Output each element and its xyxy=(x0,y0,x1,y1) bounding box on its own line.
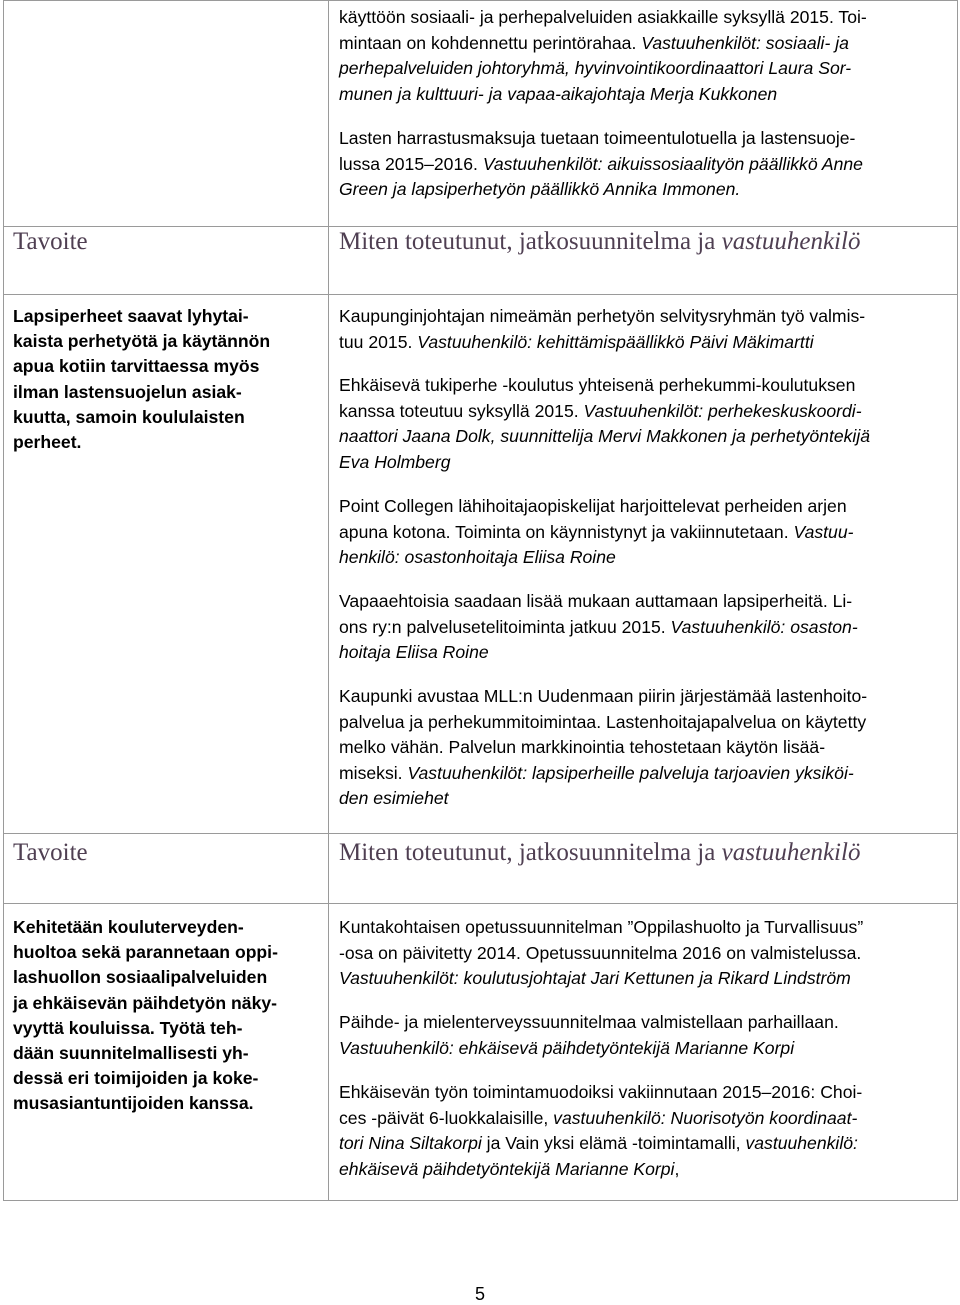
text-line: Green ja lapsiperhetyön päällikkö Annika Immonen. xyxy=(339,179,741,200)
text-line: käyttöön sosiaali- ja perhepalveluiden asiakkaille syksyllä 2015. Toi- xyxy=(339,7,867,27)
block2-paragraph-3: Point Collegen lähihoitajaopiskelijat harjoittelevat perheiden arjen apuna kotona. Toiminta on käynnistynyt ja vakiinnutetaan. Vastuu- henkilö: osastonhoitaja Eliisa Roine xyxy=(339,496,854,568)
row-divider xyxy=(3,294,958,295)
goal-family-work: Lapsiperheet saavat lyhytai- kaista perhetyötä ja käytännön apua kotiin tarvittaessa myös ilman lastensuojelun asiak- kuutta, samoin koululaisten perheet. xyxy=(13,306,271,453)
block3-paragraph-1: Kuntakohtaisen opetussuunnitelman ”Oppilashuolto ja Turvallisuus” -osa on päivitetty 2014. Opetussuunnitelma 2016 on valmistelussa. Vastuuhenkilöt: koulutusjohtajat Jari Kettunen ja Rikard Lindström xyxy=(339,917,864,989)
row-divider xyxy=(3,833,958,834)
block3-paragraph-2: Päihde- ja mielenterveyssuunnitelmaa valmistellaan parhaillaan. Vastuuhenkilö: ehkäisevä päihdetyöntekijä Marianne Korpi xyxy=(339,1012,839,1058)
goal-column-heading: Tavoite xyxy=(13,228,88,255)
goal-school-health: Kehitetään kouluterveyden- huoltoa sekä parannetaan oppi- lashuollon sosiaalipalveluiden ja ehkäisevän päihdetyön näky- vyyttä kouluissa. Työtä teh- dään suunnitelmallisesti yh- dessä eri toimijoiden ja koke- musasiantuntijoiden kanssa. xyxy=(13,917,278,1114)
column-divider xyxy=(328,0,329,1201)
page-number: 5 xyxy=(474,1284,485,1304)
block1-paragraph-2 xyxy=(339,126,951,203)
text-line: Lasten harrastusmaksuja tuetaan toimeentulotuella ja lastensuoje- xyxy=(339,128,856,148)
block2-paragraph-1: Kaupunginjohtajan nimeämän perhetyön selvitysryhmän työ valmis- tuu 2015. Vastuuhenkilö: kehittämispäällikkö Päivi Mäkimartti xyxy=(339,306,866,352)
block3-paragraph-3: Ehkäisevän työn toimintamuodoiksi vakiinnutaan 2015–2016: Choi- ces -päivät 6-luokkalaisille, vastuuhenkilö: Nuorisotyön koordinaat- tori Nina Siltakorpi ja Vain yksi elämä -toimintamalli, vastuuhenkilö: ehkäisevä päihdetyöntekijä Marianne Korpi, xyxy=(339,1082,863,1179)
goal-column-heading-2: Tavoite xyxy=(13,839,88,866)
implementation-column-heading: Miten toteutunut, jatkosuunnitelma ja vastuuhenkilö xyxy=(339,228,861,255)
block2-paragraph-2: Ehkäisevä tukiperhe -koulutus yhteisenä perhekummi-koulutuksen kanssa toteutuu syksyllä 2015. Vastuuhenkilöt: perhekeskuskoordi- naattori Jaana Dolk, suunnittelija Mervi Makkonen ja perhetyöntekijä Eva Holmberg xyxy=(339,375,871,472)
block1-paragraph-1 xyxy=(339,5,951,107)
block2-paragraph-4: Vapaaehtoisia saadaan lisää mukaan auttamaan lapsiperheitä. Li- ons ry:n palvelusetelitoiminta jatkuu 2015. Vastuuhenkilö: osaston- hoitaja Eliisa Roine xyxy=(339,591,858,663)
row-divider xyxy=(3,903,958,904)
block2-paragraph-5: Kaupunki avustaa MLL:n Uudenmaan piirin järjestämää lastenhoito- palvelua ja perhekummitoimintaa. Lastenhoitajapalvelua on käytetty melko vähän. Palvelun markkinointia tehostetaan käytön lisää- miseksi. Vastuuhenkilöt: lapsiperheille palveluja tarjoavien yksiköi- den esimiehet xyxy=(339,686,868,809)
text-line: lussa 2015–2016. Vastuuhenkilöt: aikuissosiaalityön päällikkö Anne xyxy=(339,153,863,174)
text-line: mintaan on kohdennettu perintörahaa. Vastuuhenkilöt: sosiaali- ja xyxy=(339,32,849,53)
row-divider xyxy=(3,226,958,227)
implementation-column-heading-2: Miten toteutunut, jatkosuunnitelma ja vastuuhenkilö xyxy=(339,839,861,866)
text-line: munen ja kulttuuri- ja vapaa-aikajohtaja Merja Kukkonen xyxy=(339,83,778,104)
text-line: perhepalveluiden johtoryhmä, hyvinvointikoordinaattori Laura Sor- xyxy=(339,58,852,79)
